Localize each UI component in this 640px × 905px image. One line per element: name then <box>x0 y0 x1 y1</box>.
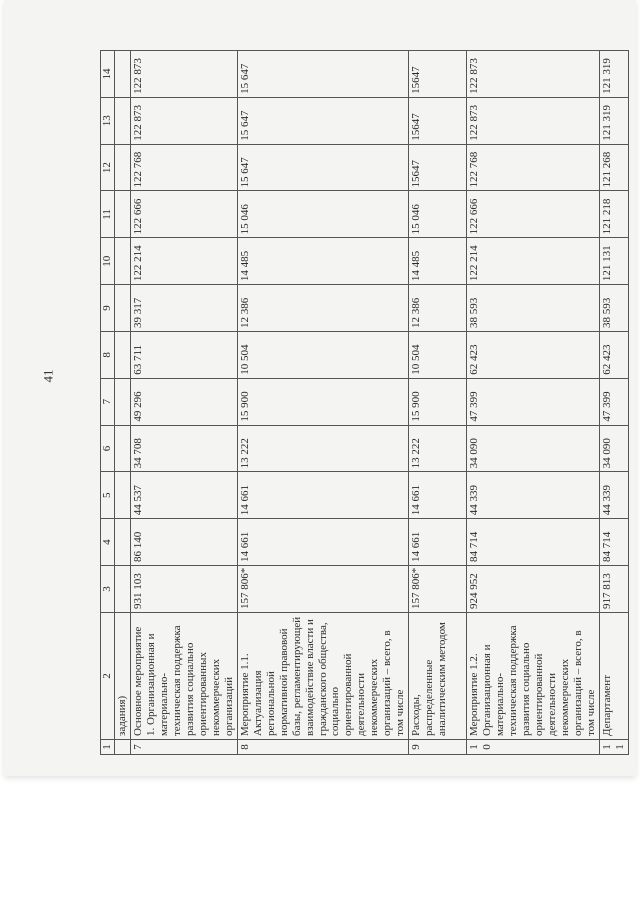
value-cell: 157 806* <box>237 566 409 613</box>
row-name: Расходы, распределенные аналитическим методом <box>409 613 467 740</box>
value-cell: 122 873 <box>130 97 237 144</box>
value-cell: 10 504 <box>237 331 409 378</box>
page-number: 41 <box>40 369 56 383</box>
value-cell: 14 661 <box>409 472 467 519</box>
table-cell <box>114 331 130 378</box>
budget-table <box>100 50 629 755</box>
value-cell: 122 666 <box>467 191 600 238</box>
table-row <box>237 51 409 755</box>
value-cell: 14 661 <box>237 519 409 566</box>
value-cell: 122 873 <box>130 51 237 98</box>
value-cell: 38 593 <box>599 285 628 332</box>
table-cell <box>114 566 130 613</box>
value-cell: 44 339 <box>599 472 628 519</box>
column-header: 8 <box>101 331 115 378</box>
continuation-text: задания) <box>114 613 130 740</box>
value-cell: 34 090 <box>467 425 600 472</box>
table-cell <box>114 425 130 472</box>
table-cell <box>114 472 130 519</box>
value-cell: 86 140 <box>130 519 237 566</box>
value-cell: 15 046 <box>237 191 409 238</box>
row-name: Департамент <box>599 613 628 740</box>
continuation-row <box>114 51 130 755</box>
value-cell: 39 317 <box>130 285 237 332</box>
column-header: 12 <box>101 144 115 191</box>
value-cell: 122 873 <box>467 51 600 98</box>
table-cell <box>114 144 130 191</box>
value-cell: 917 813 <box>599 566 628 613</box>
value-cell: 121 268 <box>599 144 628 191</box>
column-header: 6 <box>101 425 115 472</box>
value-cell: 121 319 <box>599 51 628 98</box>
value-cell: 15 900 <box>237 378 409 425</box>
value-cell: 15647 <box>409 51 467 98</box>
table-cell <box>114 740 130 755</box>
value-cell: 121 218 <box>599 191 628 238</box>
value-cell: 157 806* <box>409 566 467 613</box>
document-page <box>4 0 636 776</box>
row-number: 10 <box>467 740 600 755</box>
value-cell: 122 214 <box>130 238 237 285</box>
table-cell <box>114 238 130 285</box>
table-cell <box>114 519 130 566</box>
table-cell <box>114 51 130 98</box>
value-cell: 14 485 <box>409 238 467 285</box>
column-header: 10 <box>101 238 115 285</box>
row-name: Мероприятие 1.1. Актуализация региональной нормативной правовой базы, регламентирующей взаимодействие власти и гражданского общества, социально ориентированной деятельности некоммерческих организаций – всего, в том числе <box>237 613 409 740</box>
column-header: 1 <box>101 740 115 755</box>
value-cell: 121 319 <box>599 97 628 144</box>
table-cell <box>114 97 130 144</box>
table-cell <box>114 285 130 332</box>
row-number: 7 <box>130 740 237 755</box>
value-cell: 121 131 <box>599 238 628 285</box>
value-cell: 15 647 <box>237 51 409 98</box>
row-name: Основное мероприятие 1. Организационная и материально-техническая поддержка развития социально ориентированных некоммерческих организаций <box>130 613 237 740</box>
table-row <box>130 51 237 755</box>
value-cell: 63 711 <box>130 331 237 378</box>
table-row <box>599 51 628 755</box>
value-cell: 34 708 <box>130 425 237 472</box>
value-cell: 84 714 <box>599 519 628 566</box>
value-cell: 38 593 <box>467 285 600 332</box>
column-header: 14 <box>101 51 115 98</box>
table-row <box>409 51 467 755</box>
value-cell: 47 399 <box>599 378 628 425</box>
column-header: 5 <box>101 472 115 519</box>
value-cell: 15 647 <box>237 144 409 191</box>
column-header: 9 <box>101 285 115 332</box>
column-header: 7 <box>101 378 115 425</box>
value-cell: 14 661 <box>409 519 467 566</box>
value-cell: 12 386 <box>409 285 467 332</box>
value-cell: 12 386 <box>237 285 409 332</box>
column-header: 4 <box>101 519 115 566</box>
value-cell: 62 423 <box>467 331 600 378</box>
value-cell: 44 339 <box>467 472 600 519</box>
value-cell: 13 222 <box>237 425 409 472</box>
value-cell: 14 661 <box>237 472 409 519</box>
value-cell: 122 768 <box>467 144 600 191</box>
value-cell: 84 714 <box>467 519 600 566</box>
value-cell: 10 504 <box>409 331 467 378</box>
value-cell: 122 768 <box>130 144 237 191</box>
value-cell: 44 537 <box>130 472 237 519</box>
value-cell: 47 399 <box>467 378 600 425</box>
value-cell: 15 647 <box>237 97 409 144</box>
value-cell: 34 090 <box>599 425 628 472</box>
value-cell: 14 485 <box>237 238 409 285</box>
column-header: 3 <box>101 566 115 613</box>
column-header: 2 <box>101 613 115 740</box>
value-cell: 15 046 <box>409 191 467 238</box>
value-cell: 62 423 <box>599 331 628 378</box>
row-number: 8 <box>237 740 409 755</box>
value-cell: 924 952 <box>467 566 600 613</box>
table-cell <box>114 191 130 238</box>
value-cell: 15647 <box>409 97 467 144</box>
value-cell: 931 103 <box>130 566 237 613</box>
table-cell <box>114 378 130 425</box>
row-number: 11 <box>599 740 628 755</box>
value-cell: 122 873 <box>467 97 600 144</box>
column-header: 11 <box>101 191 115 238</box>
row-number: 9 <box>409 740 467 755</box>
value-cell: 15 900 <box>409 378 467 425</box>
row-name: Мероприятие 1.2. Организационная и материально-техническая поддержка развития социально ориентированной деятельности некоммерческих организаций – всего, в том числе <box>467 613 600 740</box>
rotated-table-container <box>100 50 626 755</box>
value-cell: 15647 <box>409 144 467 191</box>
column-header: 13 <box>101 97 115 144</box>
value-cell: 13 222 <box>409 425 467 472</box>
table-row <box>467 51 600 755</box>
value-cell: 122 214 <box>467 238 600 285</box>
value-cell: 49 296 <box>130 378 237 425</box>
value-cell: 122 666 <box>130 191 237 238</box>
column-number-row <box>101 51 115 755</box>
